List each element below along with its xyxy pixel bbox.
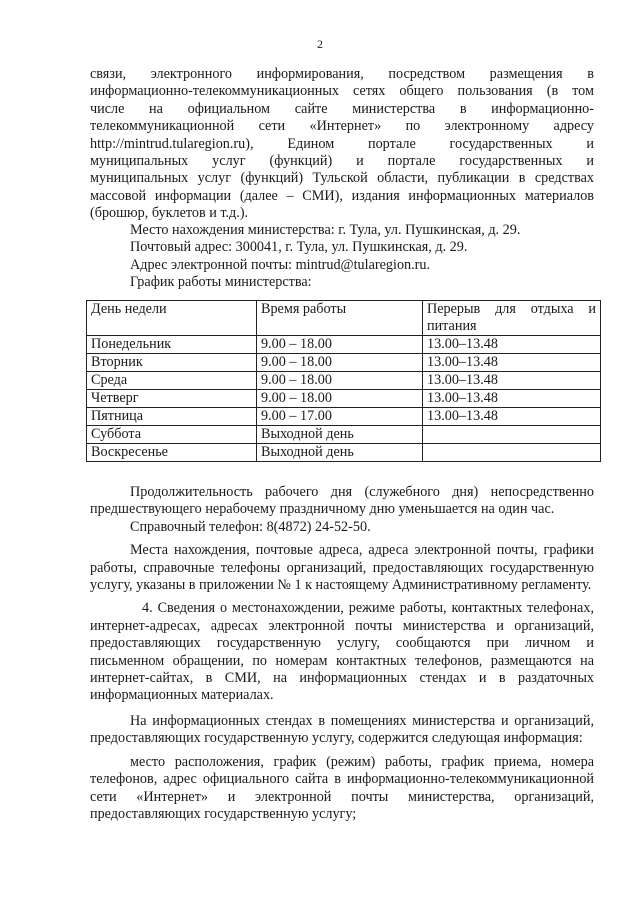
table-row xyxy=(87,372,601,390)
table-row xyxy=(87,354,601,372)
page-number: 2 xyxy=(317,37,323,51)
day-cell: Пятница xyxy=(87,408,257,426)
table-row xyxy=(87,336,601,354)
day-cell: Четверг xyxy=(87,390,257,408)
text-line: муниципальных услуг (функций) и портале государственных и xyxy=(90,153,594,170)
day-cell: Вторник xyxy=(87,354,257,372)
break-cell: 13.00–13.48 xyxy=(423,408,601,426)
hours-cell: Выходной день xyxy=(257,426,423,444)
text-line: связи, электронного информирования, посредством размещения в xyxy=(90,66,594,82)
table-row xyxy=(87,390,601,408)
intro-paragraph xyxy=(90,66,594,223)
break-cell: 13.00–13.48 xyxy=(423,336,601,354)
location-line: Место нахождения министерства: г. Тула, ул. Пушкинская, д. 29. xyxy=(130,222,521,238)
break-cell: 13.00–13.48 xyxy=(423,372,601,390)
item-4-paragraph: 4. Сведения о местонахождении, режиме работы, контактных телефонах, интернет-адресах, адресах электронной почты министерства и организаций, предоставляющих государственную услугу, сообщаются при личном и письменном обращении, по номерам контактных телефонов, размещаются на интернет-сайтах, в СМИ, на информационных стендах и в раздаточных информационных материалах. xyxy=(90,600,594,704)
text-line: информационно-телекоммуникационных сетях общего пользования (в том xyxy=(90,83,594,100)
postal-address-line: Почтовый адрес: 300041, г. Тула, ул. Пушкинская, д. 29. xyxy=(130,239,468,256)
day-cell: Суббота xyxy=(87,426,257,444)
location-paragraph: место расположения, график (режим) работы, график приема, номера телефонов, адрес официального сайта в информационно-телекоммуникационной сети «Интернет» и электронной почты министерства, организаций, предоставляющих государственную услугу; xyxy=(90,753,594,822)
text-line: массовой информации (далее – СМИ), издания информационных материалов xyxy=(90,187,594,204)
hours-cell: 9.00 – 17.00 xyxy=(257,408,423,426)
column-header: Время работы xyxy=(257,301,423,336)
hours-cell: Выходной день xyxy=(257,444,423,462)
stands-paragraph: На информационных стендах в помещениях министерства и организаций, предоставляющих государственную услугу, содержится следующая информация: xyxy=(90,712,594,747)
text-line: http://mintrud.tularegion.ru), Едином портале государственных и xyxy=(90,135,594,152)
table-header-row xyxy=(87,301,601,336)
break-cell xyxy=(423,444,601,462)
address-block xyxy=(130,222,600,292)
day-cell: Воскресенье xyxy=(87,444,257,462)
break-cell xyxy=(423,426,601,444)
hours-cell: 9.00 – 18.00 xyxy=(257,336,423,354)
hours-cell: 9.00 – 18.00 xyxy=(257,390,423,408)
break-cell: 13.00–13.48 xyxy=(423,390,601,408)
table-row xyxy=(87,408,601,426)
table-row xyxy=(87,444,601,462)
text-line: числе на официальном сайте министерства в информационно- xyxy=(90,100,594,117)
workday-note: Продолжительность рабочего дня (служебного дня) непосредственно предшествующего нерабочему праздничному дню уменьшается на один час. xyxy=(90,484,594,518)
phone-line: Справочный телефон: 8(4872) 24-52-50. xyxy=(130,518,371,535)
schedule-heading: График работы министерства: xyxy=(130,274,312,291)
table-row xyxy=(87,426,601,444)
body-text xyxy=(90,484,594,823)
text-line: телекоммуникационной сети «Интернет» по электронному адресу xyxy=(90,118,594,135)
text-line: муниципальных услуг (функций) Тульской области, публикации в средствах xyxy=(90,170,594,187)
column-header: Перерыв для отдыха и питания xyxy=(423,301,601,336)
column-header: День недели xyxy=(87,301,257,336)
day-cell: Понедельник xyxy=(87,336,257,354)
break-cell: 13.00–13.48 xyxy=(423,354,601,372)
places-paragraph: Места нахождения, почтовые адреса, адреса электронной почты, графики работы, справочные телефоны организаций, предоставляющих государственную услугу, указаны в приложении № 1 к настоящему Административному регламенту. xyxy=(90,542,594,594)
text-line: (брошюр, буклетов и т.д.). xyxy=(90,205,249,222)
schedule-table xyxy=(86,300,601,462)
hours-cell: 9.00 – 18.00 xyxy=(257,372,423,390)
hours-cell: 9.00 – 18.00 xyxy=(257,354,423,372)
email-line: Адрес электронной почты: mintrud@tularegion.ru. xyxy=(130,256,431,273)
day-cell: Среда xyxy=(87,372,257,390)
